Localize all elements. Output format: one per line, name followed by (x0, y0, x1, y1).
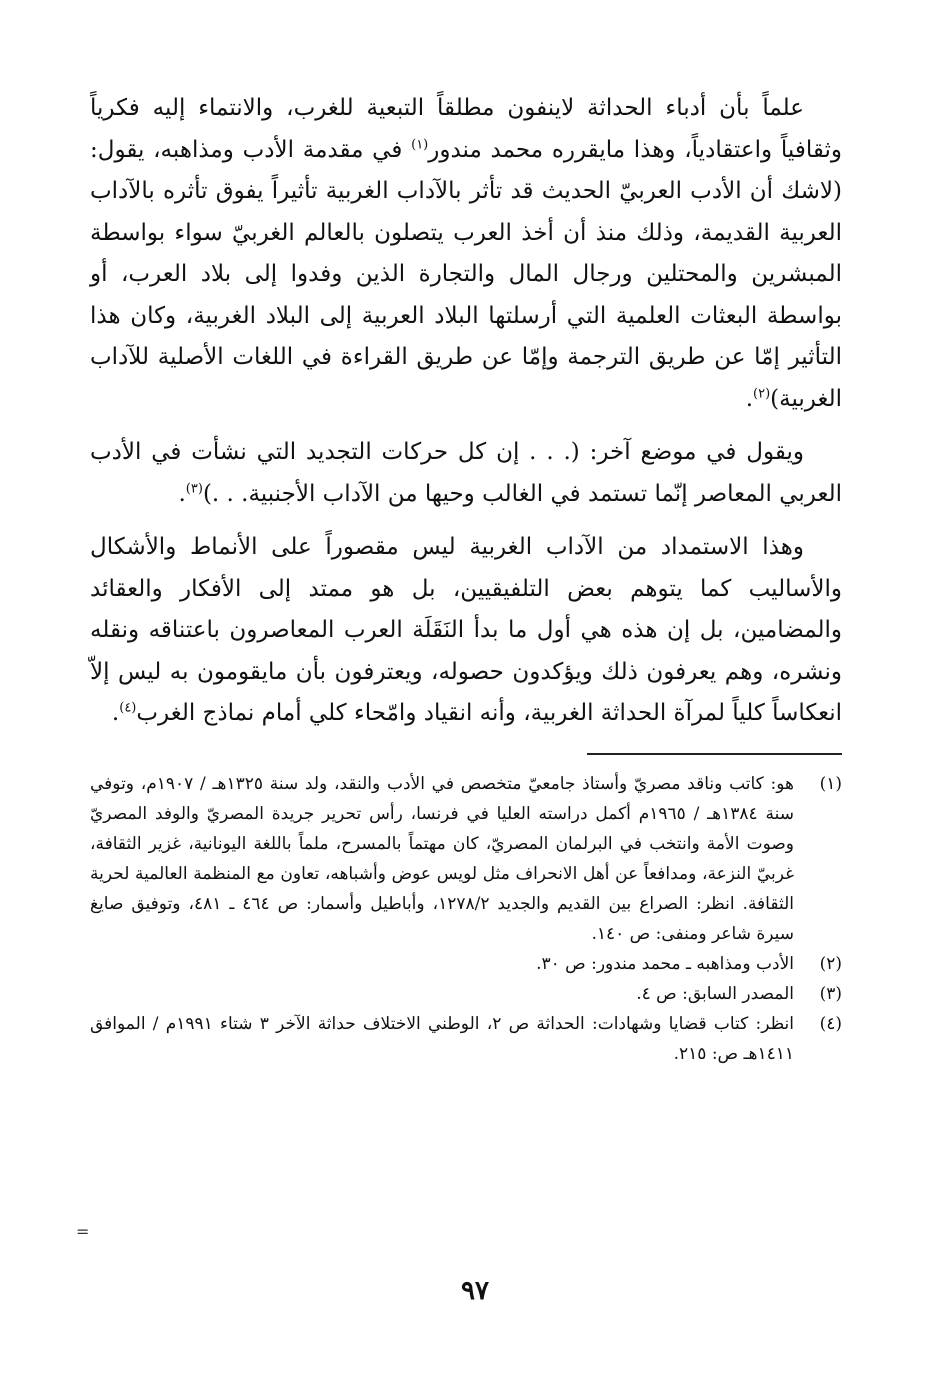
footnote-number: (٢) (819, 953, 842, 974)
footnote-2 (90, 949, 842, 979)
paragraph-2-text: ويقول في موضع آخر: (. . . إن كل حركات التجديد التي نشأت في الأدب العربي المعاصر إنّما تستمد في الغالب وحيها من الآداب الأجنبية. . .) (90, 439, 842, 507)
paragraph-1-text: علماً بأن أدباء الحداثة لاينفون مطلقاً التبعية للغرب، والانتماء إليه فكرياً وثقافياً واعتقادياً، وهذا مايقرره محمد مندور (90, 95, 842, 163)
main-text (90, 88, 842, 735)
footnote-divider (587, 753, 842, 755)
footnote-1 (90, 769, 842, 949)
paragraph-2 (90, 432, 842, 515)
footnote-text: المصدر السابق: ص ٤. (636, 983, 794, 1004)
footnote-ref-3: (٣) (185, 480, 203, 496)
paragraph-3-end: . (111, 700, 120, 726)
paragraph-1-text-cont: في مقدمة الأدب ومذاهبه، يقول: (لاشك أن الأدب العربيّ الحديث قد تأثر بالآداب الغربية تأثيراً يفوق تأثره بالآداب العربية القديمة، وذلك منذ أن أخذ العرب يتصلون بالعالم الغربيّ سواء بواسطة المبشرين والمحتلين ورجال المال والتجارة الذين وفدوا إلى بلاد العرب، أو بواسطة البعثات العلمية التي أرسلتها البلاد العربية إلى البلاد الغربية، وكان هذا التأثير إمّا عن طريق الترجمة وإمّا عن طريق القراءة في اللغات الأصلية للآداب الغربية) (90, 136, 842, 412)
footnote-number: (٣) (819, 983, 842, 1004)
paragraph-2-end: . (178, 480, 186, 507)
footnote-4 (90, 1009, 842, 1069)
paragraph-3 (90, 527, 842, 735)
paragraph-1-end: . (745, 385, 754, 412)
page-content (90, 88, 842, 1069)
page-number: ٩٧ (461, 1276, 489, 1306)
footnote-ref-2: (٢) (753, 385, 771, 401)
footnote-ref-1: (١) (411, 136, 429, 152)
footnote-number: (٤) (819, 1013, 842, 1034)
paragraph-1 (90, 88, 842, 420)
footnotes (90, 769, 842, 1069)
margin-mark: = (76, 1222, 90, 1241)
footnote-text: هو: كاتب وناقد مصريّ وأستاذ جامعيّ متخصص في الأدب والنقد، ولد سنة ١٣٢٥هـ / ١٩٠٧م، وتوفي سنة ١٣٨٤هـ / ١٩٦٥م أكمل دراسته العليا في فرنسا، رأس تحرير جريدة المصريّ والوفد المصريّ وصوت الأمة وانتخب في البرلمان المصريّ، كان مهتماً بالمسرح، ملماً باللغة اليونانية، غزير الثقافة، غربيّ النزعة، ومدافعاً عن أهل الانحراف مثل لويس عوض وأشباهه، تعاون مع المنظمة العالمية لحرية الثقافة. انظر: الصراع بين القديم والجديد ١٢٧٨/٢، وأباطيل وأسمار: ص ٤٦٤ ـ ٤٨١، وتوفيق صايغ سيرة شاعر ومنفى: ص ١٤٠. (90, 773, 794, 944)
footnote-ref-4: (٤) (119, 700, 137, 716)
footnote-text: انظر: كتاب قضايا وشهادات: الحداثة ص ٢، الوطني الاختلاف حداثة الآخر ٣ شتاء ١٩٩١م / الموافق ١٤١١هـ ص: ٢١٥. (90, 1013, 795, 1064)
footnote-text: الأدب ومذاهبه ـ محمد مندور: ص ٣٠. (536, 953, 794, 974)
footnote-number: (١) (819, 773, 842, 794)
footnote-3 (90, 979, 842, 1009)
paragraph-3-text: وهذا الاستمداد من الآداب الغربية ليس مقصوراً على الأنماط والأشكال والأساليب كما يتوهم بعض التلفيقيين، بل هو ممتد إلى الأفكار والعقائد والمضامين، بل إن هذه هي أول ما بدأ النَقَلَة العرب المعاصرون باعتناقه ونقله ونشره، وهم يعرفون ذلك ويؤكدون حصوله، ويعترفون بأن مايقومون به ليس إلاّ انعكاساً كلياً لمرآة الحداثة الغربية، وأنه انقياد وامّحاء كلي أمام نماذج الغرب (90, 534, 842, 726)
